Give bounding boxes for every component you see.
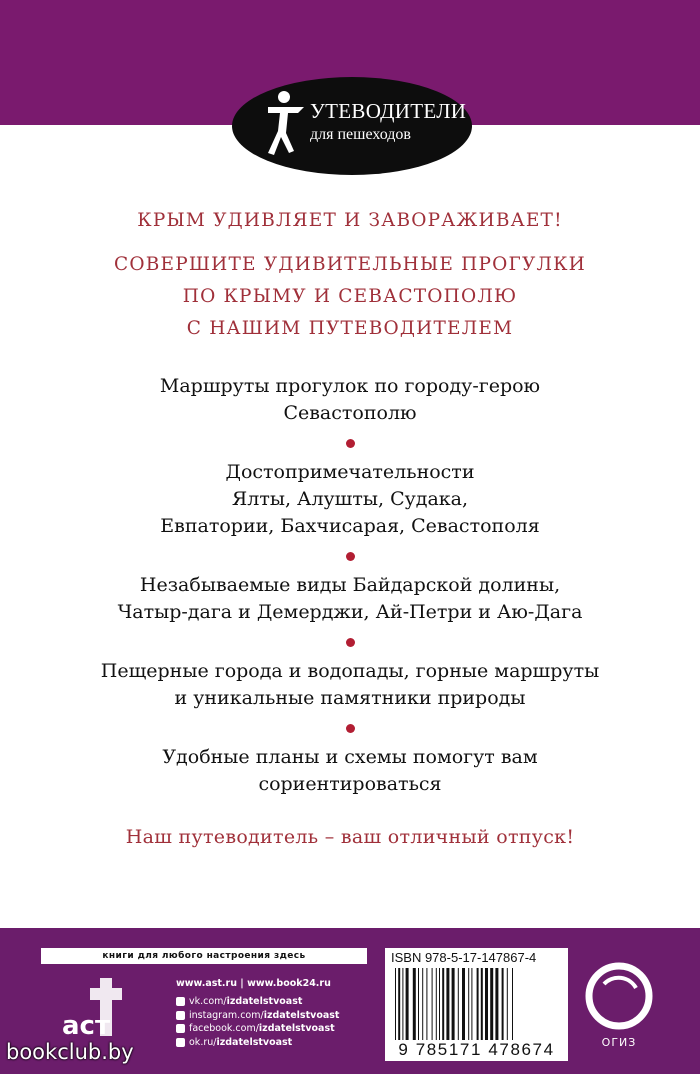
- feature-item: [0, 373, 700, 427]
- barcode-bar: [507, 968, 508, 1040]
- feature-line: сориентироваться: [258, 773, 442, 795]
- barcode-bar: [502, 968, 504, 1040]
- feature-item: [0, 459, 700, 540]
- feature-line: Евпатории, Бахчисарая, Севастополя: [160, 515, 540, 537]
- ogiz-logo: [584, 958, 654, 1058]
- heading-walks-3: С НАШИМ ПУТЕВОДИТЕЛЕМ: [186, 318, 514, 339]
- instagram-icon: [176, 1011, 185, 1020]
- barcode-bar: [418, 968, 419, 1040]
- bullet-dot: [346, 439, 355, 448]
- heading-walks-1: СОВЕРШИТЕ УДИВИТЕЛЬНЫЕ ПРОГУЛКИ: [113, 254, 587, 275]
- ast-logo-text: аст: [62, 1011, 111, 1041]
- website-links[interactable]: www.ast.ru | www.book24.ru: [176, 978, 331, 989]
- barcode-bar: [495, 968, 498, 1040]
- barcode-bar: [442, 968, 444, 1040]
- logo-title: УТЕВОДИТЕЛИ: [310, 99, 467, 123]
- feature-line: Ялты, Алушты, Судака,: [231, 488, 469, 510]
- barcode-digits: 9 785171 478674: [398, 1040, 555, 1059]
- barcode-bar: [471, 968, 472, 1040]
- feature-line: и уникальные памятники природы: [174, 687, 526, 709]
- footer-tagline: книги для любого настроения здесь: [41, 948, 367, 964]
- barcode-bar: [402, 968, 403, 1040]
- ogiz-label: ОГИЗ: [601, 1036, 637, 1049]
- isbn-barcode-box: [385, 948, 568, 1061]
- feature-line: Пещерные города и водопады, горные маршруты: [100, 660, 600, 682]
- feature-line: Маршруты прогулок по городу-герою: [159, 375, 541, 397]
- isbn-number: ISBN 978-5-17-147867-4: [391, 950, 537, 965]
- heading-walks-2: ПО КРЫМУ И СЕВАСТОПОЛЮ: [182, 286, 518, 307]
- bullet-dot: [346, 552, 355, 561]
- feature-item: [0, 572, 700, 626]
- social-link-instagram[interactable]: instagram.com/ izdatelstvoast: [176, 1009, 339, 1023]
- barcode-bar: [406, 968, 409, 1040]
- logo-subtitle: для пешеходов: [310, 126, 411, 143]
- barcode-bar: [468, 968, 469, 1040]
- odnoklassniki-icon: [176, 1038, 185, 1047]
- slogan: Наш путеводитель – ваш отличный отпуск!: [125, 826, 575, 848]
- barcode-bar: [462, 968, 465, 1040]
- watermark: bookclub.by: [6, 1040, 134, 1064]
- social-link-facebook[interactable]: facebook.com/ izdatelstvoast: [176, 1022, 339, 1036]
- feature-line: Достопримечательности: [225, 461, 475, 483]
- bullet-dot: [346, 638, 355, 647]
- barcode-bar: [395, 968, 396, 1040]
- series-logo: [232, 77, 472, 175]
- barcode-bar: [426, 968, 427, 1040]
- feature-item: [0, 744, 700, 798]
- back-cover-text: [0, 205, 700, 851]
- social-link-vk[interactable]: vk.com/ izdatelstvoast: [176, 995, 339, 1009]
- barcode-bar: [413, 968, 416, 1040]
- barcode-bar: [490, 968, 493, 1040]
- barcode: [393, 968, 561, 1040]
- ogiz-circle-icon: [584, 958, 654, 1034]
- barcode-bar: [446, 968, 449, 1040]
- bullet-dot: [346, 724, 355, 733]
- feature-line: Удобные планы и схемы помогут вам: [162, 746, 538, 768]
- facebook-icon: [176, 1024, 185, 1033]
- barcode-bar: [512, 968, 513, 1040]
- barcode-bar: [458, 968, 459, 1040]
- footer-links: [176, 978, 339, 1049]
- barcode-bar: [398, 968, 400, 1040]
- barcode-bar: [432, 968, 433, 1040]
- barcode-bar: [439, 968, 440, 1040]
- vk-icon: [176, 997, 185, 1006]
- feature-line: Незабываемые виды Байдарской долины,: [139, 574, 561, 596]
- social-link-ok[interactable]: ok.ru/ izdatelstvoast: [176, 1036, 339, 1050]
- barcode-bar: [485, 968, 488, 1040]
- barcode-bar: [481, 968, 483, 1040]
- barcode-bar: [436, 968, 437, 1040]
- barcode-bar: [452, 968, 455, 1040]
- feature-line: Севастополю: [283, 402, 417, 424]
- heading-crimea: КРЫМ УДИВЛЯЕТ И ЗАВОРАЖИВАЕТ!: [137, 210, 563, 231]
- barcode-bar: [422, 968, 423, 1040]
- feature-item: [0, 658, 700, 712]
- barcode-bar: [477, 968, 479, 1040]
- feature-line: Чатыр-дага и Демерджи, Ай-Петри и Аю-Дага: [117, 601, 583, 623]
- ast-publisher-logo: [60, 976, 134, 1050]
- walking-person-icon: [254, 89, 314, 167]
